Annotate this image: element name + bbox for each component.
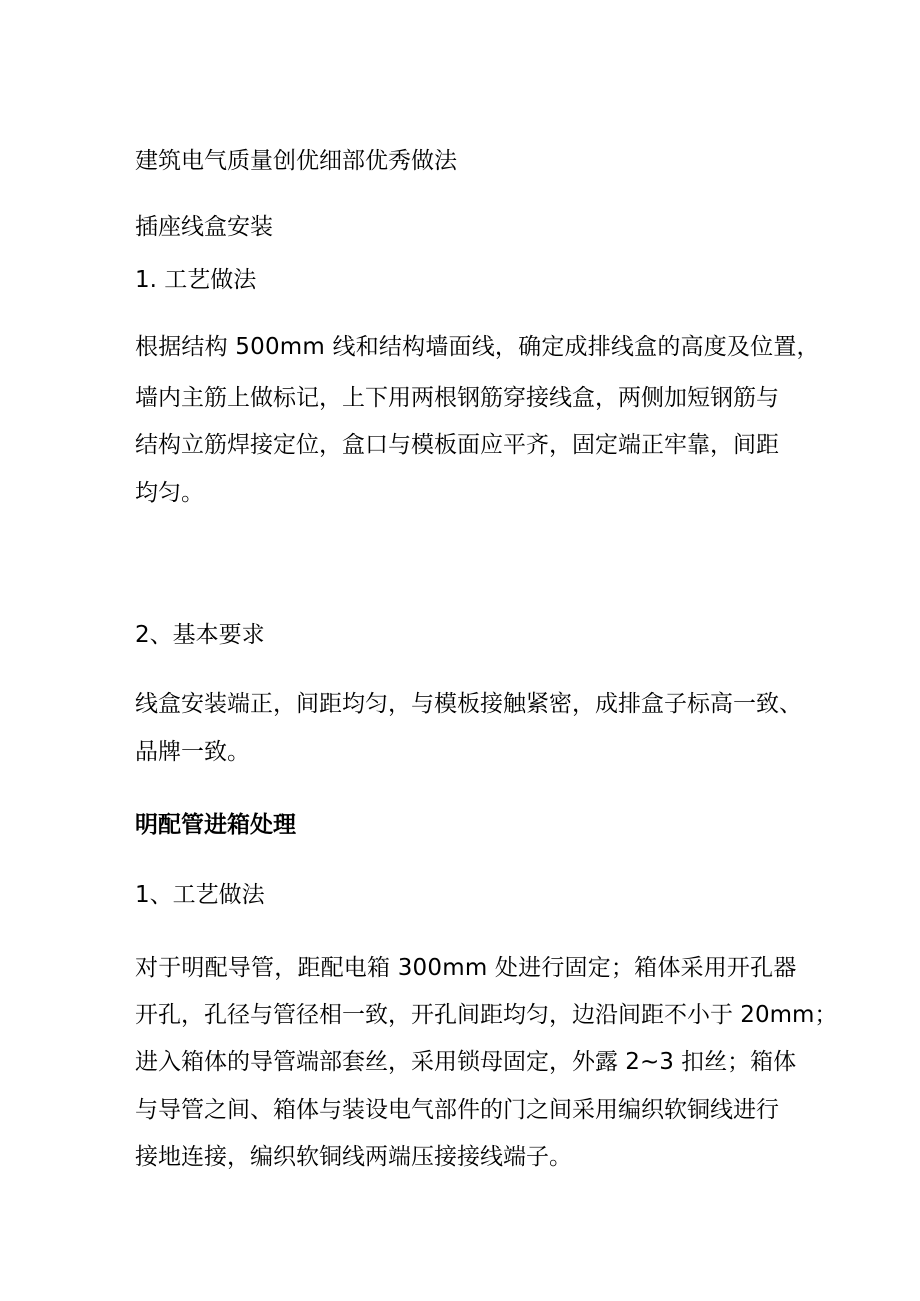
subheading-process-method: 1. 工艺做法 <box>135 267 257 293</box>
paragraph-line: 进入箱体的导管端部套丝，采用锁母固定，外露 2~3 扣丝；箱体 <box>135 1049 797 1075</box>
paragraph-line: 均匀。 <box>135 480 204 506</box>
paragraph-line: 对于明配导管，距配电箱 300mm 处进行固定；箱体采用开孔器 <box>135 955 797 981</box>
paragraph-line: 品牌一致。 <box>135 739 250 765</box>
subheading-process-method: 1、工艺做法 <box>135 882 265 908</box>
subheading-basic-requirements: 2、基本要求 <box>135 622 265 648</box>
paragraph-line: 根据结构 500mm 线和结构墙面线，确定成排线盒的高度及位置， <box>135 334 820 360</box>
paragraph-line: 接地连接，编织软铜线两端压接接线端子。 <box>135 1144 572 1170</box>
section-heading-exposed-conduit: 明配管进箱处理 <box>135 812 296 838</box>
paragraph-line: 与导管之间、箱体与装设电气部件的门之间采用编织软铜线进行 <box>135 1097 779 1123</box>
paragraph-line: 开孔，孔径与管径相一致，开孔间距均匀，边沿间距不小于 20mm； <box>135 1002 838 1028</box>
paragraph-line: 结构立筋焊接定位，盒口与模板面应平齐，固定端正牢靠，间距 <box>135 432 779 458</box>
section-heading-socket-box: 插座线盒安装 <box>135 214 273 240</box>
paragraph-line: 墙内主筋上做标记，上下用两根钢筋穿接线盒，两侧加短钢筋与 <box>135 385 779 411</box>
document-title: 建筑电气质量创优细部优秀做法 <box>135 148 457 174</box>
paragraph-line: 线盒安装端正，间距均匀，与模板接触紧密，成排盒子标高一致、 <box>135 691 802 717</box>
